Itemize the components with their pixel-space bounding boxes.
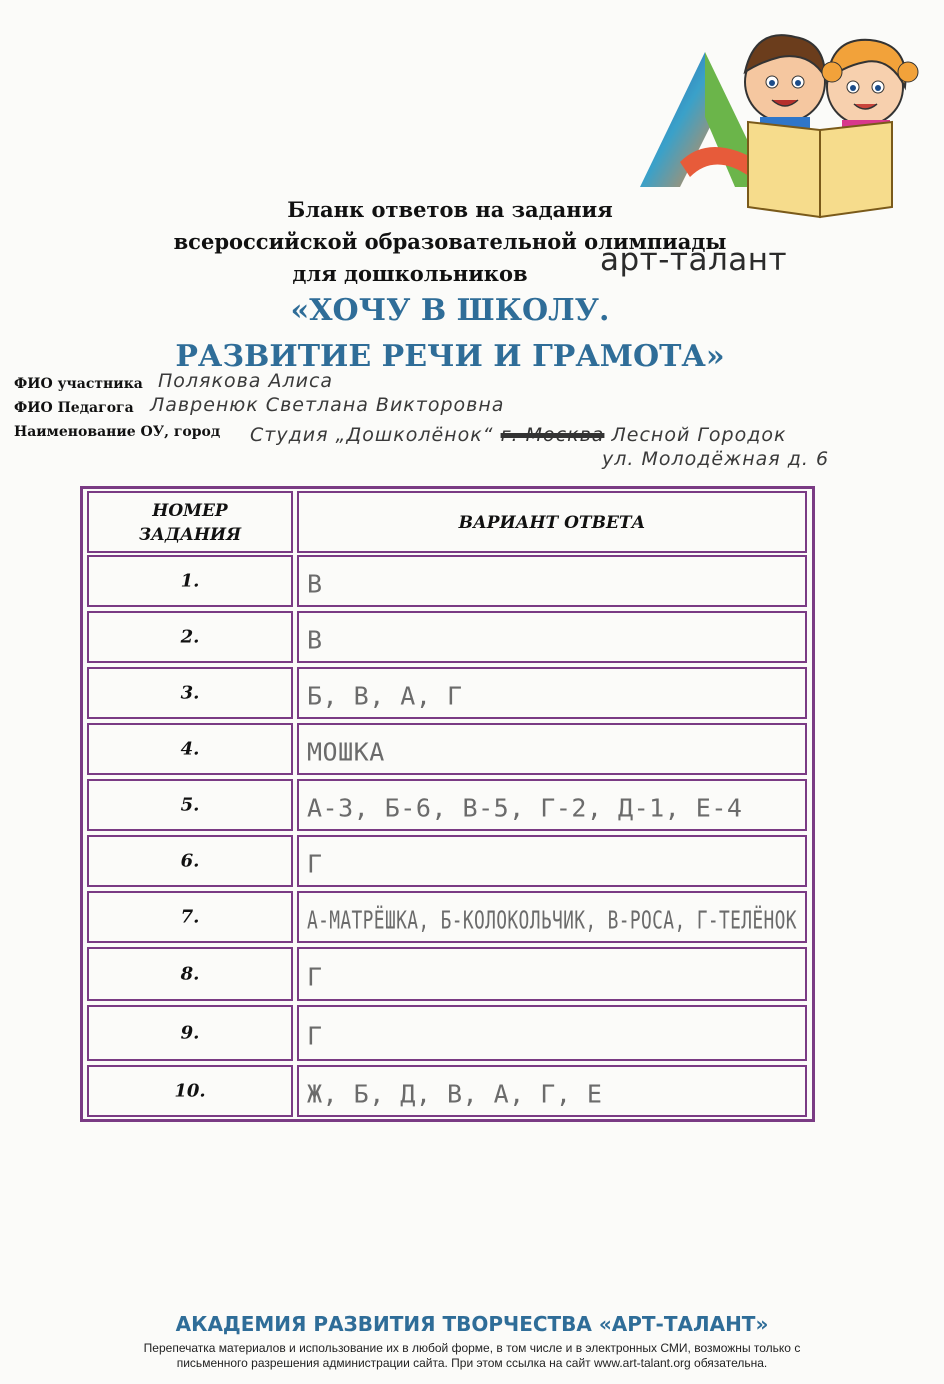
task-number-cell [87, 779, 293, 831]
answer-text: МОШКА [307, 737, 385, 767]
answer-text: Б, В, А, Г [307, 681, 463, 711]
table-header-row [83, 491, 812, 553]
task-number-cell [87, 891, 293, 943]
heading-line-2: всероссийской образовательной олимпиады [173, 229, 727, 254]
olympiad-title [100, 288, 800, 380]
table-row [83, 835, 812, 887]
school-label: Наименование ОУ, город [14, 424, 221, 440]
answer-text: А-МАТРЁШКА, Б-КОЛОКОЛЬЧИК, В-РОСА, Г-ТЕЛЁНОК [307, 905, 797, 935]
table-row [83, 947, 812, 1001]
form-heading [100, 194, 800, 290]
answer-cell [297, 667, 807, 719]
answer-cell [297, 555, 807, 607]
col-answer-header-text: ВАРИАНТ ОТВЕТА [458, 513, 646, 533]
task-number: 1. [180, 570, 200, 592]
task-number: 4. [180, 738, 200, 760]
task-number-cell [87, 1005, 293, 1061]
task-number: 10. [174, 1080, 206, 1102]
answer-text: Ж, Б, Д, В, А, Г, Е [307, 1079, 603, 1109]
answer-cell [297, 947, 807, 1001]
task-number: 5. [180, 794, 200, 816]
answer-text: А-3, Б-6, В-5, Г-2, Д-1, Е-4 [307, 793, 743, 823]
task-number-cell [87, 1065, 293, 1117]
title-line-2: РАЗВИТИЕ РЕЧИ И ГРАМОТА» [175, 339, 725, 374]
school-struck-text: г. Москва [500, 424, 605, 446]
table-row [83, 555, 812, 607]
answer-text: В [307, 569, 323, 599]
task-number: 9. [180, 1022, 200, 1044]
title-line-1: «ХОЧУ В ШКОЛУ. [290, 293, 610, 328]
school-value [250, 424, 786, 446]
table-row [83, 667, 812, 719]
participant-value: Полякова Алиса [158, 370, 334, 392]
footer-note-line-2: письменного разрешения администрации сайта. При этом ссылка на сайт www.art-talant.org обязательна. [176, 1356, 768, 1370]
school-address: ул. Молодёжная д. 6 [602, 448, 830, 470]
heading-line-3: для дошкольников [292, 261, 528, 286]
participant-label: ФИО участника [14, 376, 143, 392]
answer-cell [297, 723, 807, 775]
answer-cell [297, 891, 807, 943]
table-row [83, 723, 812, 775]
answer-text: Г [307, 849, 323, 879]
footer-note-line-1: Перепечатка материалов и использование их в любой форме, в том числе и в электронных СМИ, возможны только с [143, 1341, 801, 1355]
task-number-cell [87, 555, 293, 607]
answer-cell [297, 835, 807, 887]
task-number: 7. [180, 906, 200, 928]
table-row [83, 611, 812, 663]
task-number: 3. [180, 682, 200, 704]
answer-cell [297, 611, 807, 663]
teacher-label: ФИО Педагога [14, 400, 134, 416]
task-number-cell [87, 667, 293, 719]
col-number-header-line-1: НОМЕР [152, 501, 228, 521]
col-answer-header [297, 491, 807, 553]
task-number-cell [87, 611, 293, 663]
footer-title: АКАДЕМИЯ РАЗВИТИЯ ТВОРЧЕСТВА «АРТ-ТАЛАНТ» [175, 1312, 769, 1336]
table-row [83, 779, 812, 831]
col-number-header-line-2: ЗАДАНИЯ [138, 525, 242, 545]
col-number-header [87, 491, 293, 553]
teacher-value: Лавренюк Светлана Викторовна [150, 394, 505, 416]
answer-text: В [307, 625, 323, 655]
task-number: 6. [180, 850, 200, 872]
table-row [83, 1005, 812, 1061]
answer-cell [297, 1005, 807, 1061]
school-name: Студия „Дошколёнок“ [250, 424, 494, 446]
heading-line-1: Бланк ответов на задания [287, 197, 613, 222]
table-row [83, 1065, 812, 1117]
task-number: 8. [180, 963, 200, 985]
answer-text: Г [307, 1021, 323, 1051]
task-number-cell [87, 723, 293, 775]
answer-cell [297, 779, 807, 831]
task-number: 2. [180, 626, 200, 648]
footer-note [40, 1341, 904, 1371]
brand-wordmark: арт-талант [600, 242, 788, 278]
answers-table [80, 486, 815, 1122]
task-number-cell [87, 947, 293, 1001]
task-number-cell [87, 835, 293, 887]
school-city: Лесной Городок [611, 424, 787, 446]
table-row [83, 891, 812, 943]
answer-cell [297, 1065, 807, 1117]
answer-text: Г [307, 962, 323, 992]
